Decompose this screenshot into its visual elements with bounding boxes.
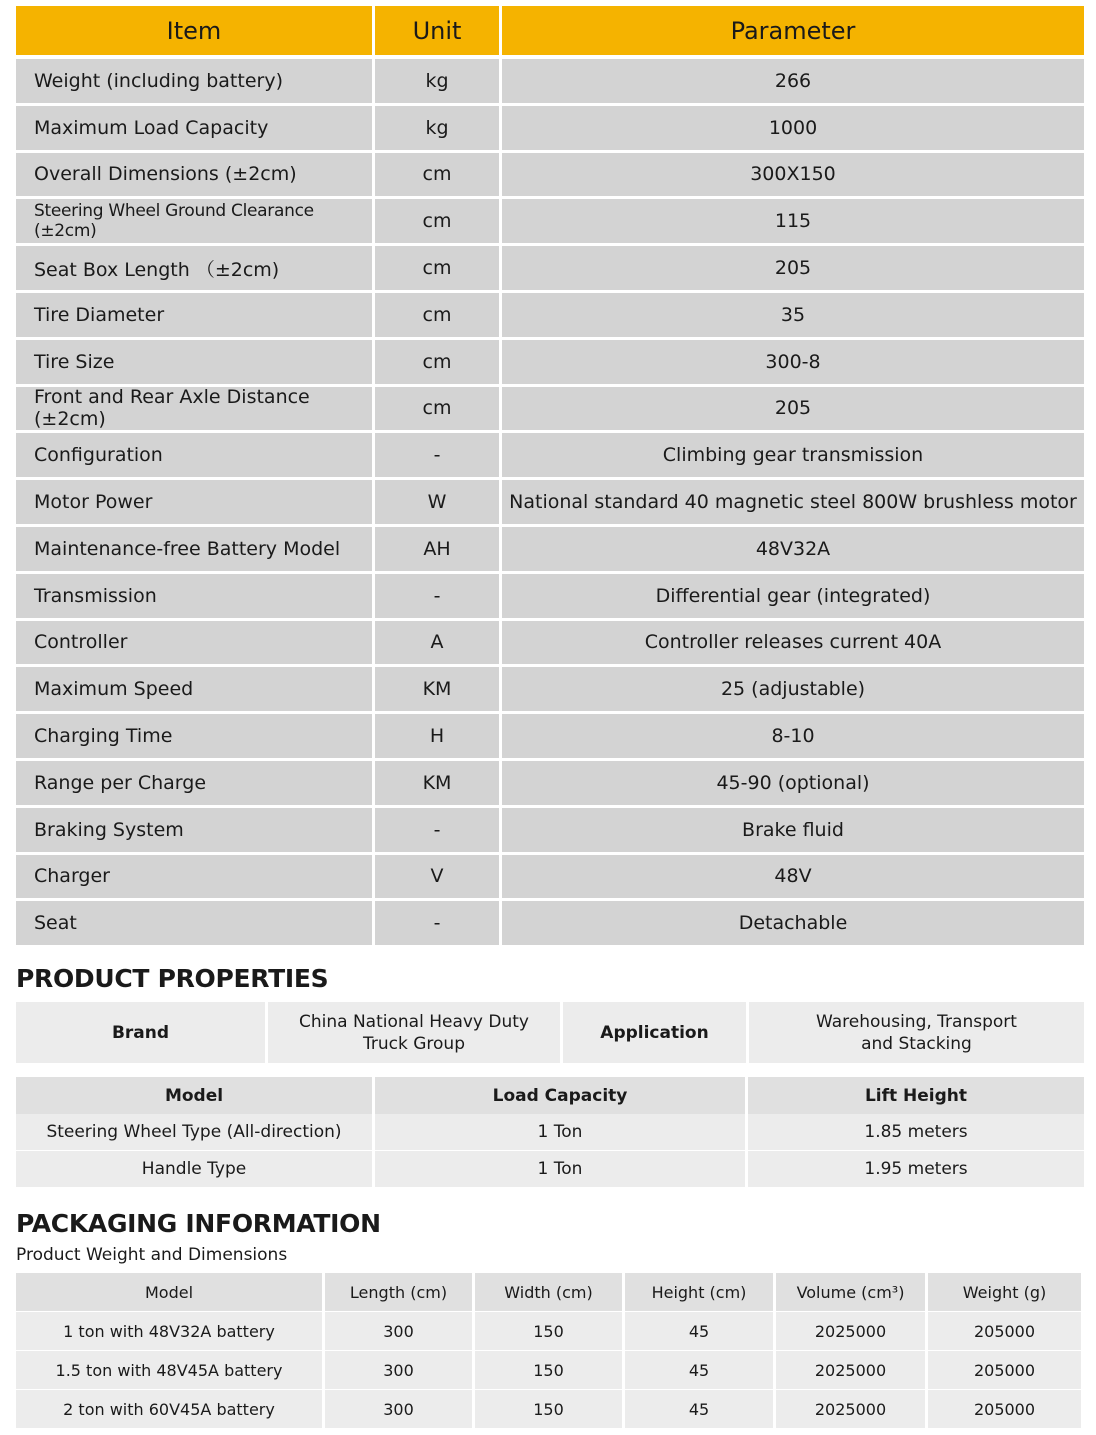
lift-height-cell: 1.85 meters xyxy=(748,1114,1084,1150)
spec-row xyxy=(16,855,1084,899)
spec-header-row xyxy=(16,6,1084,55)
spec-unit-cell: - xyxy=(375,574,499,618)
spec-item-cell: Steering Wheel Ground Clearance (±2cm) xyxy=(16,199,372,243)
spec-row xyxy=(16,808,1084,852)
spec-row xyxy=(16,480,1084,524)
spec-parameter-cell: 45-90 (optional) xyxy=(502,761,1084,805)
spec-parameter-cell: 25 (adjustable) xyxy=(502,667,1084,711)
brand-value-line1: China National Heavy Duty xyxy=(299,1011,529,1032)
spec-unit-cell: kg xyxy=(375,59,499,103)
application-value-line1: Warehousing, Transport xyxy=(816,1011,1017,1032)
spec-unit-cell: kg xyxy=(375,106,499,150)
load-capacity-cell: 1 Ton xyxy=(375,1114,745,1150)
spec-unit-cell: KM xyxy=(375,761,499,805)
pack-header-weight: Weight (g) xyxy=(928,1273,1081,1311)
packaging-title: PACKAGING INFORMATION xyxy=(16,1209,381,1238)
spec-parameter-cell: 300X150 xyxy=(502,153,1084,197)
load-capacity-header: Load Capacity xyxy=(375,1077,745,1115)
header-parameter: Parameter xyxy=(502,6,1084,55)
header-unit: Unit xyxy=(375,6,499,55)
model-name-cell: Steering Wheel Type (All-direction) xyxy=(16,1114,372,1150)
model-row xyxy=(16,1114,1084,1150)
spec-unit-cell: AH xyxy=(375,527,499,571)
spec-parameter-cell: 48V xyxy=(502,855,1084,899)
brand-application-row xyxy=(16,1002,1084,1063)
spec-item-cell: Maximum Load Capacity xyxy=(16,106,372,150)
spec-row xyxy=(16,106,1084,150)
spec-unit-cell: - xyxy=(375,901,499,945)
spec-row xyxy=(16,246,1084,290)
packaging-row xyxy=(16,1351,1084,1389)
spec-row xyxy=(16,153,1084,197)
pack-width-cell: 150 xyxy=(475,1312,622,1350)
spec-item-cell: Weight (including battery) xyxy=(16,59,372,103)
spec-parameter-cell: 48V32A xyxy=(502,527,1084,571)
spec-item-cell: Controller xyxy=(16,621,372,665)
spec-item-cell: Tire Diameter xyxy=(16,293,372,337)
spec-item-cell: Maximum Speed xyxy=(16,667,372,711)
model-header: Model xyxy=(16,1077,372,1115)
spec-row xyxy=(16,527,1084,571)
spec-item-cell: Seat xyxy=(16,901,372,945)
brand-label: Brand xyxy=(16,1002,265,1063)
pack-model-cell: 1 ton with 48V32A battery xyxy=(16,1312,322,1350)
pack-width-cell: 150 xyxy=(475,1351,622,1389)
model-row xyxy=(16,1151,1084,1187)
spec-parameter-cell: 205 xyxy=(502,387,1084,431)
spec-row xyxy=(16,199,1084,243)
model-name-cell: Handle Type xyxy=(16,1151,372,1187)
spec-row xyxy=(16,293,1084,337)
pack-width-cell: 150 xyxy=(475,1390,622,1428)
pack-header-volume: Volume (cm³) xyxy=(776,1273,925,1311)
pack-length-cell: 300 xyxy=(325,1351,472,1389)
spec-item-cell: Range per Charge xyxy=(16,761,372,805)
packaging-header-row xyxy=(16,1273,1084,1311)
spec-unit-cell: cm xyxy=(375,153,499,197)
spec-parameter-cell: 266 xyxy=(502,59,1084,103)
spec-item-cell: Charger xyxy=(16,855,372,899)
spec-row xyxy=(16,667,1084,711)
packaging-subtitle: Product Weight and Dimensions xyxy=(16,1245,288,1265)
spec-row xyxy=(16,433,1084,477)
application-label: Application xyxy=(563,1002,746,1063)
spec-item-cell: Overall Dimensions (±2cm) xyxy=(16,153,372,197)
spec-parameter-cell: National standard 40 magnetic steel 800W brushless motor xyxy=(502,480,1084,524)
spec-item-cell: Front and Rear Axle Distance (±2cm) xyxy=(16,387,372,431)
spec-parameter-cell: Detachable xyxy=(502,901,1084,945)
packaging-row xyxy=(16,1312,1084,1350)
spec-item-cell: Configuration xyxy=(16,433,372,477)
spec-item-cell: Tire Size xyxy=(16,340,372,384)
spec-item-cell: Seat Box Length （±2cm) xyxy=(16,246,372,290)
pack-volume-cell: 2025000 xyxy=(776,1351,925,1389)
spec-parameter-cell: 35 xyxy=(502,293,1084,337)
spec-parameter-cell: 1000 xyxy=(502,106,1084,150)
spec-unit-cell: V xyxy=(375,855,499,899)
pack-weight-cell: 205000 xyxy=(928,1351,1081,1389)
spec-item-cell: Transmission xyxy=(16,574,372,618)
pack-length-cell: 300 xyxy=(325,1312,472,1350)
spec-item-cell: Maintenance-free Battery Model xyxy=(16,527,372,571)
product-properties-title: PRODUCT PROPERTIES xyxy=(16,964,329,993)
brand-value-line2: Truck Group xyxy=(362,1033,465,1054)
pack-model-cell: 2 ton with 60V45A battery xyxy=(16,1390,322,1428)
spec-parameter-cell: 8-10 xyxy=(502,714,1084,758)
load-capacity-cell: 1 Ton xyxy=(375,1151,745,1187)
packaging-table xyxy=(16,1273,1084,1429)
spec-unit-cell: W xyxy=(375,480,499,524)
application-value xyxy=(749,1002,1084,1063)
spec-item-cell: Motor Power xyxy=(16,480,372,524)
spec-unit-cell: cm xyxy=(375,246,499,290)
spec-unit-cell: cm xyxy=(375,293,499,337)
spec-unit-cell: KM xyxy=(375,667,499,711)
pack-header-height: Height (cm) xyxy=(625,1273,773,1311)
spec-unit-cell: H xyxy=(375,714,499,758)
header-item: Item xyxy=(16,6,372,55)
spec-parameter-cell: 205 xyxy=(502,246,1084,290)
spec-unit-cell: A xyxy=(375,621,499,665)
spec-parameter-cell: 300-8 xyxy=(502,340,1084,384)
spec-unit-cell: - xyxy=(375,433,499,477)
brand-value xyxy=(268,1002,560,1063)
spec-unit-cell: cm xyxy=(375,340,499,384)
application-value-line2: and Stacking xyxy=(861,1033,972,1054)
pack-weight-cell: 205000 xyxy=(928,1312,1081,1350)
pack-weight-cell: 205000 xyxy=(928,1390,1081,1428)
pack-model-cell: 1.5 ton with 48V45A battery xyxy=(16,1351,322,1389)
pack-height-cell: 45 xyxy=(625,1351,773,1389)
spec-item-cell: Braking System xyxy=(16,808,372,852)
pack-length-cell: 300 xyxy=(325,1390,472,1428)
spec-parameter-cell: Controller releases current 40A xyxy=(502,621,1084,665)
pack-header-width: Width (cm) xyxy=(475,1273,622,1311)
spec-parameter-cell: Differential gear (integrated) xyxy=(502,574,1084,618)
spec-row xyxy=(16,340,1084,384)
pack-height-cell: 45 xyxy=(625,1312,773,1350)
pack-header-model: Model xyxy=(16,1273,322,1311)
spec-unit-cell: cm xyxy=(375,387,499,431)
spec-row xyxy=(16,621,1084,665)
spec-parameter-cell: Climbing gear transmission xyxy=(502,433,1084,477)
spec-table xyxy=(16,6,1084,948)
spec-row xyxy=(16,574,1084,618)
spec-parameter-cell: 115 xyxy=(502,199,1084,243)
spec-parameter-cell: Brake fluid xyxy=(502,808,1084,852)
spec-unit-cell: - xyxy=(375,808,499,852)
packaging-row xyxy=(16,1390,1084,1428)
spec-row xyxy=(16,387,1084,431)
lift-height-cell: 1.95 meters xyxy=(748,1151,1084,1187)
spec-row xyxy=(16,761,1084,805)
model-header-row xyxy=(16,1077,1084,1113)
spec-item-cell: Charging Time xyxy=(16,714,372,758)
spec-unit-cell: cm xyxy=(375,199,499,243)
pack-height-cell: 45 xyxy=(625,1390,773,1428)
pack-volume-cell: 2025000 xyxy=(776,1390,925,1428)
model-table xyxy=(16,1077,1084,1188)
lift-height-header: Lift Height xyxy=(748,1077,1084,1115)
spec-row xyxy=(16,901,1084,945)
pack-header-length: Length (cm) xyxy=(325,1273,472,1311)
spec-row xyxy=(16,59,1084,103)
pack-volume-cell: 2025000 xyxy=(776,1312,925,1350)
spec-row xyxy=(16,714,1084,758)
